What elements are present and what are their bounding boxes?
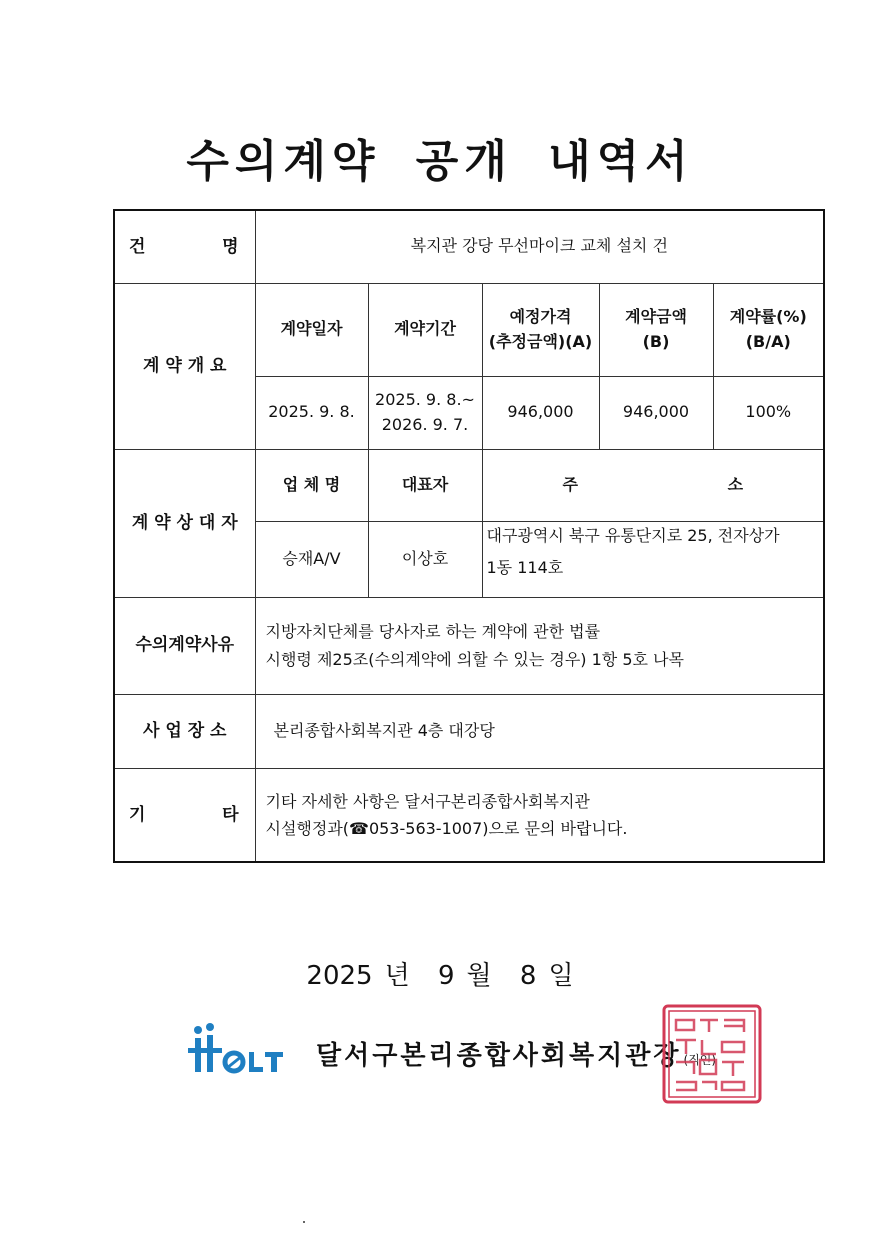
reason-value: 지방자치단체를 당사자로 하는 계약에 관한 법률 시행령 제25조(수의계약에 의할 수 있는 경우) 1항 5호 나목 [255, 597, 824, 694]
row-contract-name [114, 210, 824, 283]
header-contract-amount: 계약금액 (B) [599, 283, 713, 376]
header-contract-period: 계약기간 [368, 283, 482, 376]
header-contract-date: 계약일자 [255, 283, 368, 376]
contract-table [113, 209, 825, 863]
label-site: 사 업 장 소 [114, 694, 255, 768]
row-etc [114, 768, 824, 862]
row-overview-header [114, 283, 824, 376]
row-party-header [114, 449, 824, 521]
header-contract-rate: 계약률(%) (B/A) [713, 283, 824, 376]
header-company-name: 업 체 명 [255, 449, 368, 521]
header-estimated-price: 예정가격 (추정금액)(A) [482, 283, 599, 376]
row-reason [114, 597, 824, 694]
header-address: 주 소 [482, 449, 824, 521]
label-counterparty: 계 약 상 대 자 [114, 449, 255, 597]
contract-name-value: 복지관 강당 무선마이크 교체 설치 건 [255, 210, 824, 283]
official-seal-icon [660, 1002, 764, 1106]
contract-amount-value: 946,000 [599, 376, 713, 449]
row-site [114, 694, 824, 768]
header-representative: 대표자 [368, 449, 482, 521]
contract-date-value: 2025. 9. 8. [255, 376, 368, 449]
representative-value: 이상호 [368, 521, 482, 597]
label-contract-name: 건 명 [114, 210, 255, 283]
estimated-price-value: 946,000 [482, 376, 599, 449]
label-overview: 계 약 개 요 [114, 283, 255, 449]
contract-rate-value: 100% [713, 376, 824, 449]
holt-logo-icon [188, 1022, 298, 1082]
address-value: 대구광역시 북구 유통단지로 25, 전자상가 1동 114호 [482, 521, 824, 597]
page-title: 수의계약 공개 내역서 [186, 136, 694, 187]
company-name-value: 승재A/V [255, 521, 368, 597]
label-reason: 수의계약사유 [114, 597, 255, 694]
site-value: 본리종합사회복지관 4층 대강당 [255, 694, 824, 768]
issue-date: 2025 년 9 월 8 일 [306, 961, 574, 991]
scan-dot [303, 1221, 305, 1223]
etc-value: 기타 자세한 사항은 달서구본리종합사회복지관 시설행정과(☎053-563-1007)으로 문의 바랍니다. [255, 768, 824, 862]
contract-period-value: 2025. 9. 8.~ 2026. 9. 7. [368, 376, 482, 449]
label-etc: 기 타 [114, 768, 255, 862]
organization-name: 달서구본리종합사회복지관장 (직인) [316, 1041, 717, 1071]
